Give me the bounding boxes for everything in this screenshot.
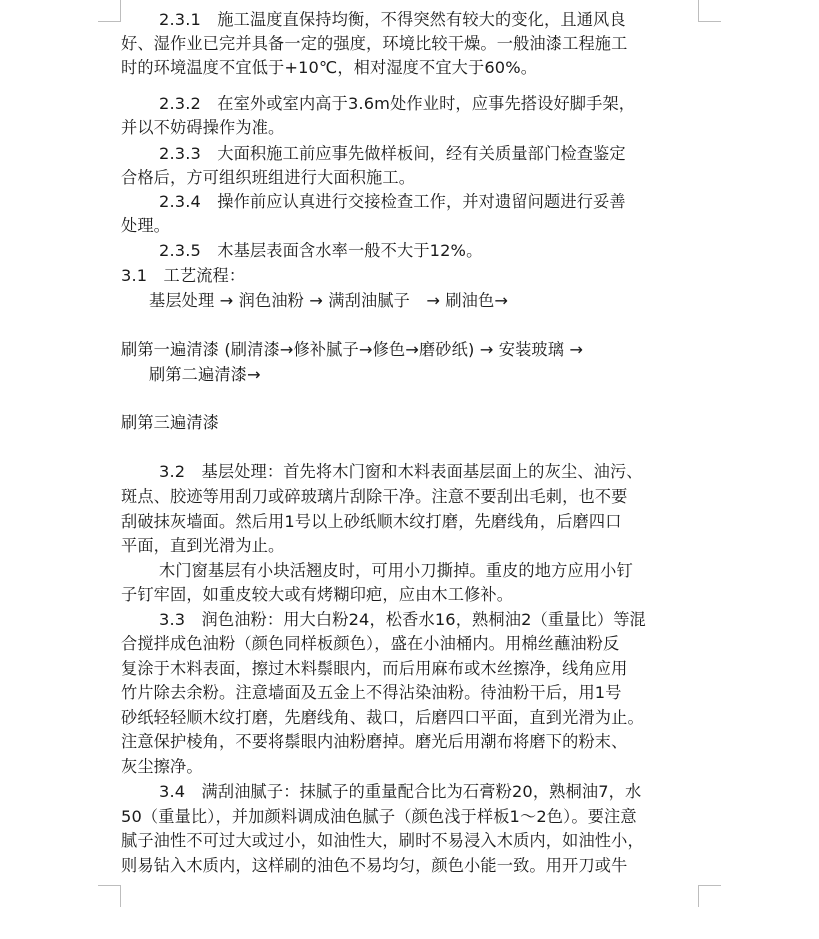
paragraph-3-2-line-1: 3.2 基层处理：首先将木门窗和木料表面基层面上的灰尘、油污、 — [159, 462, 643, 481]
process-flow-line-2: 刷第一遍清漆 (刷清漆→修补腻子→修色→磨砂纸) → 安装玻璃 → — [121, 340, 584, 359]
process-flow-line-1: 基层处理 → 润色油粉 → 满刮油腻子 → 刷油色→ — [149, 291, 509, 310]
paragraph-3-3-line-7: 灰尘擦净。 — [121, 757, 203, 776]
paragraph-3-2-line-4: 平面，直到光滑为止。 — [121, 536, 285, 555]
crop-mark-bottom-left-h — [98, 885, 120, 886]
paragraph-3-2-line-3: 刮破抹灰墙面。然后用1号以上砂纸顺木纹打磨，先磨线角，后磨四口 — [121, 512, 622, 531]
paragraph-3-4-line-3: 腻子油性不可过大或过小，如油性大，刷时不易浸入木质内，如油性小， — [121, 831, 644, 850]
process-flow-line-3: 刷第二遍清漆→ — [149, 365, 261, 384]
paragraph-3-3-line-2: 合搅拌成色油粉（颜色同样板颜色），盛在小油桶内。用棉丝蘸油粉反 — [121, 634, 620, 653]
crop-mark-bottom-right-v — [698, 885, 699, 907]
paragraph-2-3-4-line-1: 2.3.4 操作前应认真进行交接检查工作，并对遗留问题进行妥善 — [159, 192, 626, 211]
paragraph-3-3-line-6: 注意保护棱角，不要将鬃眼内油粉磨掉。磨光后用潮布将磨下的粉末、 — [121, 732, 628, 751]
paragraph-2-3-1-line-1: 2.3.1 施工温度直保持均衡，不得突然有较大的变化，且通风良 — [159, 10, 626, 29]
paragraph-2-3-2-line-1: 2.3.2 在室外或室内高于3.6m处作业时，应事先搭设好脚手架， — [159, 94, 636, 113]
crop-mark-bottom-left-v — [120, 885, 121, 907]
paragraph-2-3-1-line-2: 好、湿作业已完并具备一定的强度，环境比较干燥。一般油漆工程施工 — [121, 34, 628, 53]
paragraph-2-3-3-line-1: 2.3.3 大面积施工前应事先做样板间，经有关质量部门检查鉴定 — [159, 144, 626, 163]
paragraph-2-3-1-line-3: 时的环境温度不宜低于+10℃，相对湿度不宜大于60%。 — [121, 58, 538, 77]
crop-mark-bottom-right-h — [699, 885, 721, 886]
paragraph-3-4-line-2: 50（重量比），并加颜料调成油色腻子（颜色浅于样板1～2色）。要注意 — [121, 807, 637, 826]
paragraph-2-3-2-line-2: 并以不妨碍操作为准。 — [121, 118, 285, 137]
paragraph-wood-peel-line-1: 木门窗基层有小块活翘皮时，可用小刀撕掉。重皮的地方应用小钉 — [159, 561, 633, 580]
paragraph-3-3-line-3: 复涂于木料表面，擦过木料鬃眼内，而后用麻布或木丝擦净，线角应用 — [121, 659, 628, 678]
crop-mark-top-right-v — [698, 0, 699, 22]
paragraph-2-3-3-line-2: 合格后，方可组织班组进行大面积施工。 — [121, 168, 416, 187]
paragraph-3-3-line-5: 砂纸轻轻顺木纹打磨，先磨线角、裁口，后磨四口平面，直到光滑为止。 — [121, 708, 644, 727]
paragraph-2-3-5: 2.3.5 木基层表面含水率一般不大于12%。 — [159, 241, 483, 260]
paragraph-3-3-line-4: 竹片除去余粉。注意墙面及五金上不得沾染油粉。待油粉干后，用1号 — [121, 683, 622, 702]
crop-mark-top-left-h — [98, 21, 120, 22]
paragraph-3-3-line-1: 3.3 润色油粉：用大白粉24，松香水16，熟桐油2（重量比）等混 — [159, 610, 646, 629]
crop-mark-top-left-v — [120, 0, 121, 22]
process-flow-line-4: 刷第三遍清漆 — [121, 413, 220, 432]
paragraph-3-2-line-2: 斑点、胶迹等用刮刀或碎玻璃片刮除干净。注意不要刮出毛刺，也不要 — [121, 487, 628, 506]
heading-3-1: 3.1 工艺流程： — [121, 266, 246, 285]
paragraph-3-4-line-4: 则易钻入木质内，这样刷的油色不易均匀，颜色小能一致。用开刀或牛 — [121, 856, 628, 875]
paragraph-3-4-line-1: 3.4 满刮油腻子：抹腻子的重量配合比为石膏粉20，熟桐油7，水 — [159, 782, 642, 801]
paragraph-wood-peel-line-2: 子钉牢固，如重皮较大或有烤糊印疤，应由木工修补。 — [121, 585, 514, 604]
paragraph-2-3-4-line-2: 处理。 — [121, 216, 171, 235]
crop-mark-top-right-h — [699, 21, 721, 22]
